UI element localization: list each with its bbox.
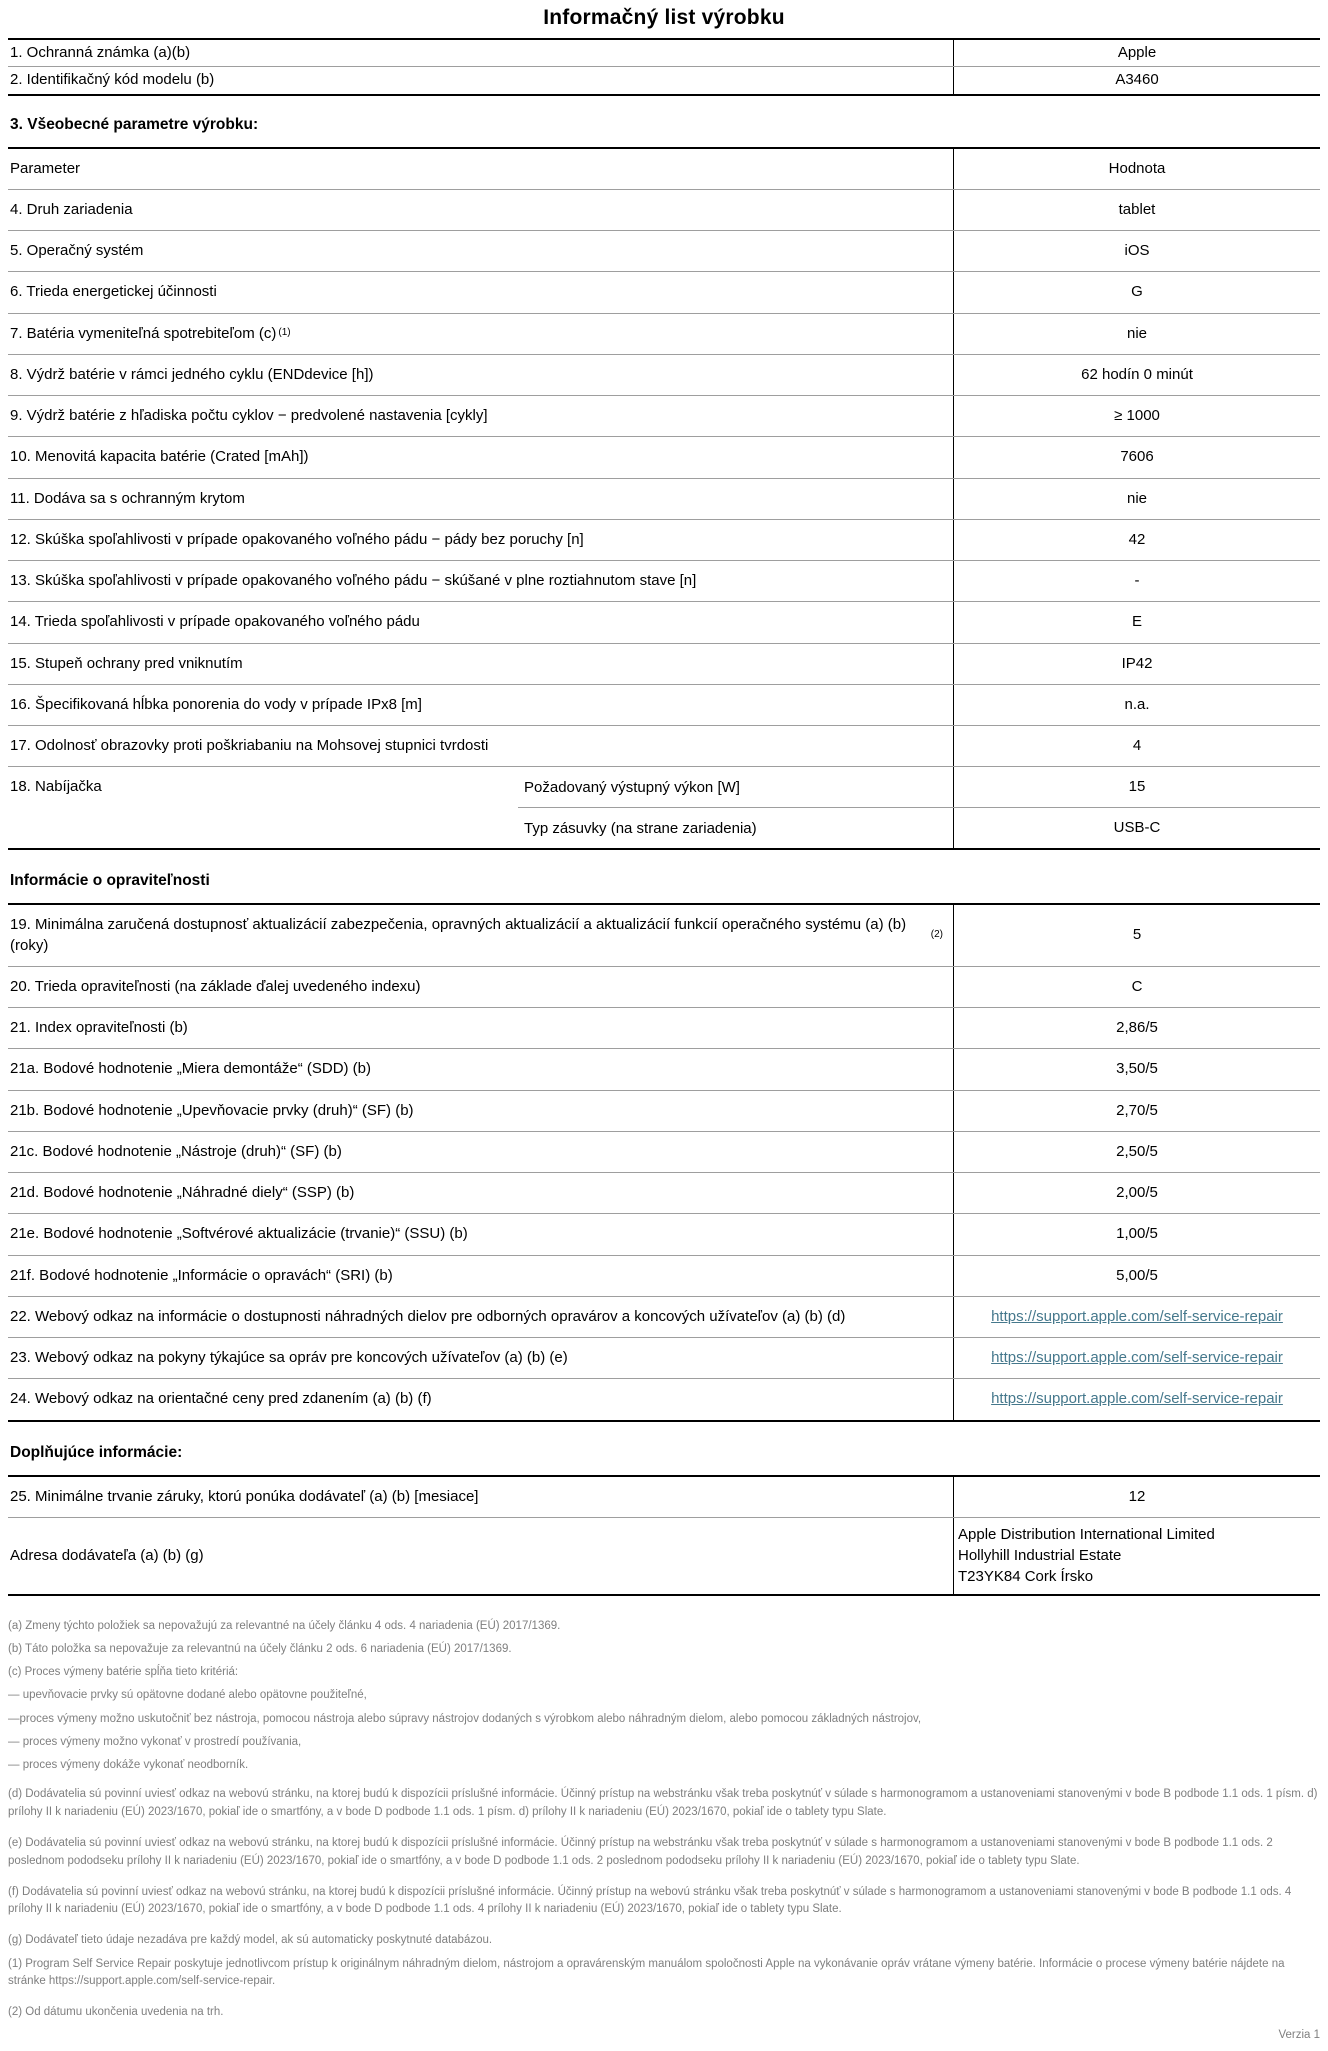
row-label: 11. Dodáva sa s ochranným krytom <box>10 489 245 507</box>
footnote-c-item: —proces výmeny možno uskutočniť bez nástroja, pomocou nástroja alebo súpravy nástrojov dodaných s výrobkom alebo náhradným dielom, alebo pomocou základných nástrojov, <box>8 1712 922 1725</box>
row-label: 2. Identifikačný kód modelu (b) <box>10 71 215 89</box>
spare-parts-link[interactable]: https://support.apple.com/self-service-repair <box>991 1307 1283 1325</box>
table-row <box>8 478 1320 519</box>
table-row <box>8 1048 1320 1089</box>
version-label: Verzia 1 <box>1278 2029 1320 2042</box>
row-label: 14. Trieda spoľahlivosti v prípade opakovaného voľného pádu <box>10 613 420 631</box>
sub-row-value: USB-C <box>953 808 1320 848</box>
row-label: 1. Ochranná známka (a)(b) <box>10 44 191 61</box>
charger-subtable <box>518 767 1320 848</box>
table-row <box>8 684 1320 725</box>
footnote-a: (a) Zmeny týchto položiek sa nepovažujú za relevantné na účely článku 4 ods. 4 nariadenia (EÚ) 2017/1369. <box>8 1619 561 1632</box>
footnote-superscript: (2) <box>930 928 943 940</box>
row-value <box>953 1379 1320 1419</box>
table-row <box>8 1255 1320 1296</box>
page-title: Informačný list výrobku <box>543 6 785 29</box>
footnotes-section <box>8 1618 1320 2022</box>
charger-label: 18. Nabíjačka <box>10 778 102 796</box>
row-value: 4 <box>953 726 1320 766</box>
table-row <box>8 436 1320 477</box>
row-value: nie <box>953 314 1320 354</box>
additional-info-table <box>8 1475 1320 1596</box>
row-value: 5 <box>953 905 1320 966</box>
pricing-link[interactable]: https://support.apple.com/self-service-repair <box>991 1390 1283 1408</box>
sub-row-label: Požadovaný výstupný výkon [W] <box>524 778 740 796</box>
row-label: 24. Webový odkaz na orientačné ceny pred zdanením (a) (b) (f) <box>10 1390 432 1408</box>
address-line: Apple Distribution International Limited <box>958 1525 1215 1543</box>
footnote-b: (b) Táto položka sa nepovažuje za relevantnú na účely článku 2 ods. 6 nariadenia (EÚ) 2017/1369. <box>8 1642 512 1655</box>
footnote-c-item: — proces výmeny dokáže vykonať neodborník. <box>8 1759 249 1772</box>
trademark-table <box>8 38 1320 96</box>
table-row <box>8 905 1320 966</box>
footnote-superscript: (1) <box>278 326 291 338</box>
row-label: 21a. Bodové hodnotenie „Miera demontáže“ (SDD) (b) <box>10 1060 372 1078</box>
row-value: C <box>953 967 1320 1007</box>
row-label: 21d. Bodové hodnotenie „Náhradné diely“ (SSP) (b) <box>10 1184 355 1201</box>
row-label: 21e. Bodové hodnotenie „Softvérové aktualizácie (trvanie)“ (SSU) (b) <box>10 1225 468 1243</box>
header-parameter: Parameter <box>10 159 81 177</box>
table-row <box>8 601 1320 642</box>
row-value: Apple <box>953 40 1320 66</box>
section-heading-additional: Doplňujúce informácie: <box>10 1443 183 1461</box>
row-label: Adresa dodávateľa (a) (b) (g) <box>10 1546 204 1564</box>
section-heading-repairability: Informácie o opraviteľnosti <box>10 872 210 890</box>
table-row <box>8 354 1320 395</box>
row-value: 5,00/5 <box>953 1256 1320 1296</box>
row-value: 2,70/5 <box>953 1091 1320 1131</box>
row-label: 21. Index opraviteľnosti (b) <box>10 1019 188 1036</box>
row-label: 23. Webový odkaz na pokyny týkajúce sa opráv pre koncových užívateľov (a) (b) (e) <box>10 1349 568 1366</box>
table-row <box>8 519 1320 560</box>
row-label <box>8 905 953 966</box>
address-line: T23YK84 Cork Írsko <box>958 1568 1094 1586</box>
table-row <box>8 643 1320 684</box>
row-label: 21f. Bodové hodnotenie „Informácie o opravách“ (SRI) (b) <box>10 1266 393 1284</box>
table-row <box>8 1090 1320 1131</box>
supplier-address-row <box>8 1517 1320 1594</box>
row-label-text: 19. Minimálna zaručená dostupnosť aktualizácií zabezpečenia, opravných aktualizácií a aktualizácií funkcií operačného systému (a) (b) (roky) <box>10 916 907 954</box>
footnote-c-item: — upevňovacie prvky sú opätovne dodané alebo opätovne použiteľné, <box>8 1689 367 1702</box>
row-label <box>8 314 953 354</box>
sub-row-label: Typ zásuvky (na strane zariadenia) <box>524 819 757 837</box>
row-value: 12 <box>953 1477 1320 1517</box>
footnote-2: (2) Od dátumu ukončenia uvedenia na trh. <box>8 2006 224 2019</box>
supplier-address <box>953 1518 1320 1594</box>
row-label: 13. Skúška spoľahlivosti v prípade opakovaného voľného pádu − skúšané v plne roztiahnutom stave [n] <box>10 572 697 589</box>
row-label: 22. Webový odkaz na informácie o dostupnosti náhradných dielov pre odborných opravárov a koncových užívateľov (a) (b) (d) <box>10 1307 846 1325</box>
footnote-1: (1) Program Self Service Repair poskytuje jednotlivcom prístup k originálnym náhradným dielom, nástrojom a opravárenským manuálom spoločnosti Apple na vykonávanie opráv vrátane výmeny batérie. Informácie o procese výmeny batérie nájdete na stránke https://support.apple.com/self-service-repair. <box>8 1957 1285 1988</box>
row-value: E <box>953 602 1320 642</box>
row-label: 9. Výdrž batérie z hľadiska počtu cyklov − predvolené nastavenia [cykly] <box>10 407 488 424</box>
row-value: iOS <box>953 231 1320 271</box>
row-value: tablet <box>953 190 1320 230</box>
table-row <box>8 1378 1320 1419</box>
table-row <box>8 40 1320 66</box>
footnote-f: (f) Dodávatelia sú povinní uviesť odkaz na webovú stránku, na ktorej budú k dispozícii príslušné informácie. Účinný prístup na webovú stránku však treba poskytnúť v súlade s harmonogramom a ustanoveniami stanovenými v bode B podbode 1.1 ods. 4 prílohy II k nariadeniu (EÚ) 2023/1670, pokiaľ ide o smartfóny, a v bode D podbode 1.1 ods. 4 prílohy II k nariadeniu (EÚ) 2023/1670, pokiaľ ide o tablety typu Slate. <box>8 1885 1292 1916</box>
general-parameters-table <box>8 147 1320 851</box>
row-value: 7606 <box>953 437 1320 477</box>
table-row <box>8 725 1320 766</box>
row-value: - <box>953 561 1320 601</box>
table-row <box>8 1213 1320 1254</box>
footnote-d: (d) Dodávatelia sú povinní uviesť odkaz na webovú stránku, na ktorej budú k dispozícii príslušné informácie. Účinný prístup na webstránku však treba poskytnúť v súlade s harmonogramom a ustanoveniami stanovenými v bode B podbode 1.1 ods. 1 písm. d) prílohy II k nariadeniu (EÚ) 2023/1670, pokiaľ ide o smartfóny, a v bode D podbode 1.1 ods. 1 písm. d) prílohy II k nariadeniu (EÚ) 2023/1670, pokiaľ ide o tablety typu Slate. <box>8 1788 1318 1819</box>
table-row <box>8 1131 1320 1172</box>
table-row <box>8 271 1320 312</box>
table-row <box>8 1172 1320 1213</box>
sub-row-value: 15 <box>953 767 1320 807</box>
row-value: 2,50/5 <box>953 1132 1320 1172</box>
footnote-e: (e) Dodávatelia sú povinní uviesť odkaz na webovú stránku, na ktorej budú k dispozícii príslušné informácie. Účinný prístup na webstránku však treba poskytnúť v súlade s harmonogramom a ustanoveniami stanovenými v bode B podbode 1.1 ods. 2 poslednom pododseku prílohy II k nariadeniu (EÚ) 2023/1670, pokiaľ ide o smartfóny, a v bode D podbode 1.1 ods. 2 poslednom pododseku prílohy II k nariadeniu (EÚ) 2023/1670, pokiaľ ide o tablety typu Slate. <box>8 1837 1273 1867</box>
table-row <box>8 1007 1320 1048</box>
row-value: 42 <box>953 520 1320 560</box>
table-row <box>8 560 1320 601</box>
section-heading-general: 3. Všeobecné parametre výrobku: <box>10 115 259 133</box>
row-value: A3460 <box>953 67 1320 93</box>
repairability-table <box>8 903 1320 1421</box>
row-label: 21c. Bodové hodnotenie „Nástroje (druh)“ (SF) (b) <box>10 1142 342 1160</box>
table-row <box>8 66 1320 93</box>
table-row <box>8 189 1320 230</box>
row-value: 2,00/5 <box>953 1173 1320 1213</box>
row-value: 2,86/5 <box>953 1008 1320 1048</box>
footnote-c-item: — proces výmeny možno vykonať v prostredí používania, <box>8 1735 302 1748</box>
row-value: 62 hodín 0 minút <box>953 355 1320 395</box>
row-value <box>953 1338 1320 1378</box>
row-label: 4. Druh zariadenia <box>10 200 133 218</box>
row-value: 1,00/5 <box>953 1214 1320 1254</box>
row-value: IP42 <box>953 644 1320 684</box>
footnote-g: (g) Dodávateľ tieto údaje nezadáva pre každý model, ak sú automaticky poskytnuté databázou. <box>8 1934 493 1947</box>
charger-sub-row <box>518 807 1320 848</box>
row-label: 10. Menovitá kapacita batérie (Crated [mAh]) <box>10 448 309 466</box>
table-header-row <box>8 149 1320 189</box>
table-row <box>8 1296 1320 1337</box>
header-value: Hodnota <box>953 149 1320 189</box>
table-row <box>8 1337 1320 1378</box>
row-label: 20. Trieda opraviteľnosti (na základe ďalej uvedeného indexu) <box>10 977 421 995</box>
row-label: 21b. Bodové hodnotenie „Upevňovacie prvky (druh)“ (SF) (b) <box>10 1101 414 1119</box>
row-value <box>953 1297 1320 1337</box>
row-value: nie <box>953 479 1320 519</box>
row-label: 12. Skúška spoľahlivosti v prípade opakovaného voľného pádu − pády bez poruchy [n] <box>10 530 584 548</box>
warranty-row <box>8 1477 1320 1517</box>
row-value: 3,50/5 <box>953 1049 1320 1089</box>
row-label-text: 7. Batéria vymeniteľná spotrebiteľom (c) <box>10 324 277 342</box>
row-label: 5. Operačný systém <box>10 242 144 259</box>
charger-sub-row <box>518 767 1320 807</box>
charger-row <box>8 766 1320 848</box>
footnote-c: (c) Proces výmeny batérie spĺňa tieto kritériá: <box>8 1666 239 1679</box>
row-label: 6. Trieda energetickej účinnosti <box>10 283 217 301</box>
repair-instructions-link[interactable]: https://support.apple.com/self-service-repair <box>991 1349 1283 1366</box>
row-label: 15. Stupeň ochrany pred vniknutím <box>10 654 243 672</box>
row-label: 17. Odolnosť obrazovky proti poškriabaniu na Mohsovej stupnici tvrdosti <box>10 737 489 754</box>
row-label: 25. Minimálne trvanie záruky, ktorú ponúka dodávateľ (a) (b) [mesiace] <box>10 1487 479 1505</box>
row-value: ≥ 1000 <box>953 396 1320 436</box>
row-label: 8. Výdrž batérie v rámci jedného cyklu (ENDdevice [h]) <box>10 365 374 383</box>
table-row <box>8 230 1320 271</box>
table-row <box>8 395 1320 436</box>
row-value: G <box>953 272 1320 312</box>
row-label: 16. Špecifikovaná hĺbka ponorenia do vody v prípade IPx8 [m] <box>10 695 422 713</box>
address-line: Hollyhill Industrial Estate <box>958 1547 1122 1565</box>
row-value: n.a. <box>953 685 1320 725</box>
table-row <box>8 313 1320 354</box>
table-row <box>8 966 1320 1007</box>
